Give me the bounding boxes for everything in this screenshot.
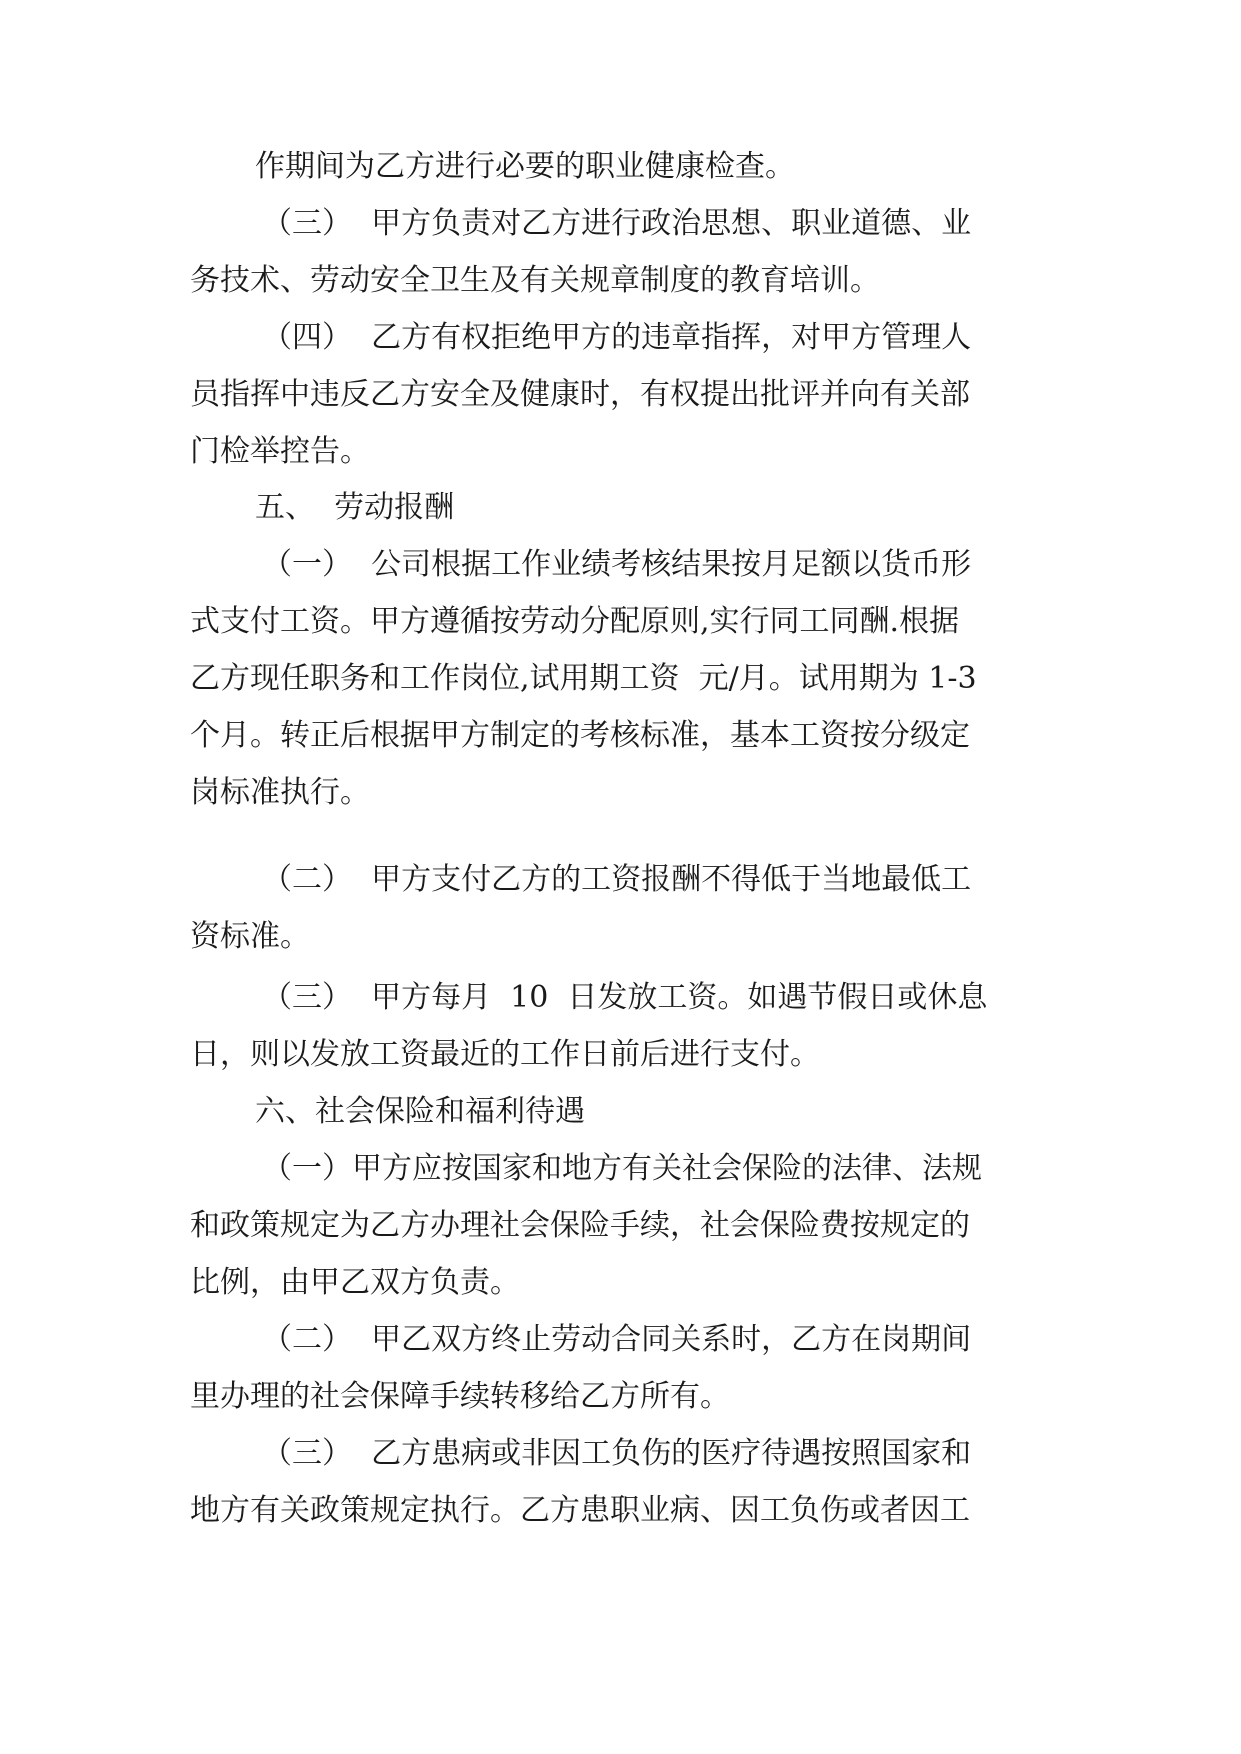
text-line-9: 式支付工资。甲方遵循按劳动分配原则,实行同工同酬.根据 [190,604,960,639]
section-heading-6: 六、社会保险和福利待遇 [255,1094,585,1129]
text-line-15: （三） 甲方每月 10 日发放工资。如遇节假日或休息 [262,980,988,1015]
text-line-20: 比例，由甲乙双方负责。 [190,1265,520,1300]
text-line-14: 资标准。 [190,919,310,954]
text-line-23: （三） 乙方患病或非因工负伤的医疗待遇按照国家和 [262,1436,972,1471]
text-line-8: （一） 公司根据工作业绩考核结果按月足额以货币形 [262,547,972,582]
text-line-10: 乙方现任职务和工作岗位,试用期工资 元/月。试用期为 1-3 [190,661,977,696]
text-line-18: （一）甲方应按国家和地方有关社会保险的法律、法规 [262,1151,982,1186]
text-line-4: （四） 乙方有权拒绝甲方的违章指挥，对甲方管理人 [262,320,972,355]
text-line-12: 岗标准执行。 [190,775,370,810]
text-line-2: （三） 甲方负责对乙方进行政治思想、职业道德、业 [262,206,972,241]
text-line-5: 员指挥中违反乙方安全及健康时，有权提出批评并向有关部 [190,377,970,412]
text-line-1: 作期间为乙方进行必要的职业健康检查。 [255,149,795,184]
text-line-6: 门检举控告。 [190,434,370,469]
text-line-13: （二） 甲方支付乙方的工资报酬不得低于当地最低工 [262,862,972,897]
text-line-11: 个月。转正后根据甲方制定的考核标准，基本工资按分级定 [190,718,970,753]
text-line-22: 里办理的社会保障手续转移给乙方所有。 [190,1379,730,1414]
text-line-3: 务技术、劳动安全卫生及有关规章制度的教育培训。 [190,263,880,298]
text-line-21: （二） 甲乙双方终止劳动合同关系时，乙方在岗期间 [262,1322,972,1357]
section-heading-5: 五、 劳动报酬 [255,490,455,525]
text-line-24: 地方有关政策规定执行。乙方患职业病、因工负伤或者因工 [190,1493,970,1528]
text-line-19: 和政策规定为乙方办理社会保险手续，社会保险费按规定的 [190,1208,970,1243]
text-line-16: 日，则以发放工资最近的工作日前后进行支付。 [190,1037,820,1072]
